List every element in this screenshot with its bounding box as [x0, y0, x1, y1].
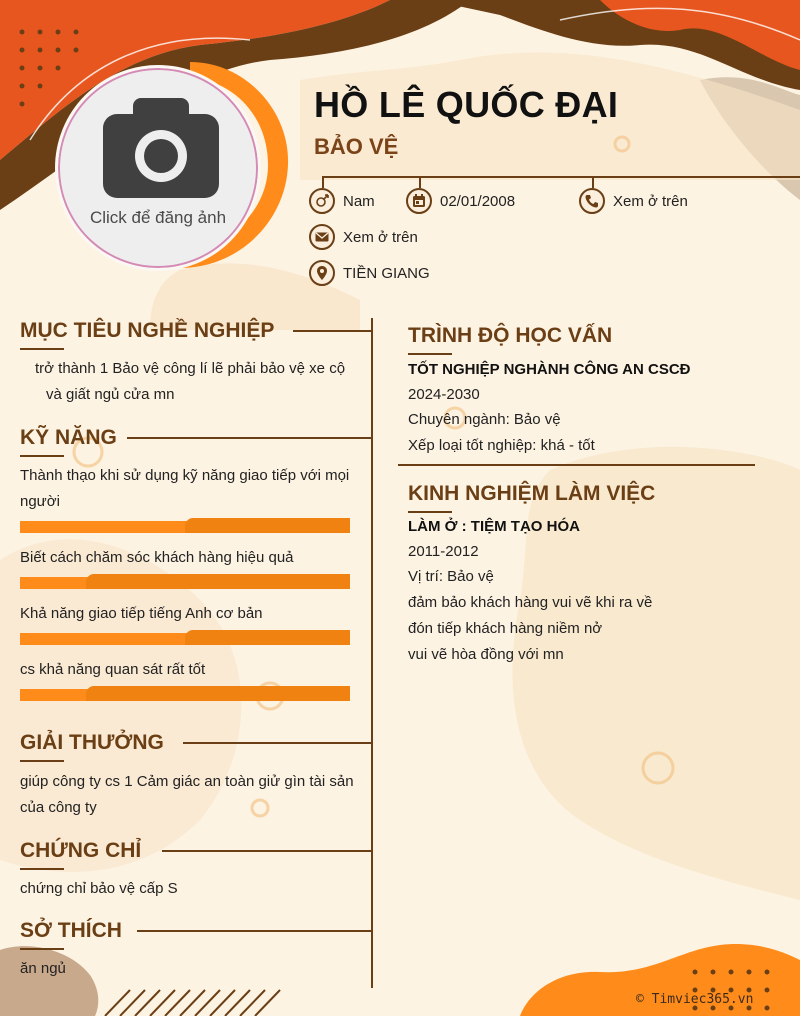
column-divider	[371, 318, 373, 988]
education-period: 2024-2030	[408, 386, 480, 403]
email-value: Xem ở trên	[343, 228, 418, 246]
candidate-name: HỒ LÊ QUỐC ĐẠI	[314, 84, 619, 125]
location-pin-icon	[309, 260, 335, 286]
section-divider	[398, 464, 755, 466]
skills-title: KỸ NĂNG	[20, 426, 117, 449]
skill-level-fill	[86, 686, 350, 701]
skill-name: Thành thạo khi sử dụng kỹ năng giao tiếp với mọi	[20, 467, 350, 484]
phone-icon	[579, 188, 605, 214]
phone-value: Xem ở trên	[613, 192, 688, 210]
experience-description: đón tiếp khách hàng niềm nở	[408, 620, 603, 637]
experience-description: vui vẽ hòa đồng với mn	[408, 646, 564, 663]
skill-level-bar	[20, 521, 350, 533]
section-rule	[137, 930, 373, 932]
upload-photo-label: Click để đăng ảnh	[89, 208, 227, 227]
skill-level-bar	[20, 577, 350, 589]
education-school: TỐT NGHIỆP NGHÀNH CÔNG AN CSCĐ	[408, 361, 691, 378]
info-address	[309, 258, 430, 288]
section-underline	[20, 868, 64, 870]
header-divider	[322, 176, 800, 178]
skill-name: Khả năng giao tiếp tiếng Anh cơ bản	[20, 605, 263, 622]
gender-value: Nam	[343, 192, 375, 210]
objective-line: và giất ngủ cửa mn	[46, 386, 175, 403]
skill-level-fill	[185, 630, 350, 645]
objective-line: trở thành 1 Bảo vệ công lí lẽ phải bảo vệ xe cộ	[35, 360, 346, 377]
section-underline	[20, 948, 64, 950]
awards-line: giúp công ty cs 1 Cảm giác an toàn giử gìn tài sản	[20, 773, 354, 790]
section-underline	[20, 760, 64, 762]
section-rule	[127, 437, 373, 439]
hobbies-title: SỞ THÍCH	[20, 919, 122, 942]
experience-position: Vị trí: Bảo vệ	[408, 568, 494, 585]
info-gender	[309, 186, 375, 216]
section-underline	[20, 348, 64, 350]
section-underline	[408, 353, 452, 355]
experience-period: 2011-2012	[408, 543, 479, 560]
certificates-title: CHỨNG CHỈ	[20, 839, 142, 862]
info-email	[309, 222, 418, 252]
skill-level-fill	[185, 518, 350, 533]
skill-name: Biết cách chăm sóc khách hàng hiệu quả	[20, 549, 294, 566]
profile-photo-upload[interactable]	[55, 65, 261, 271]
experience-description: đảm bảo khách hàng vui vẽ khi ra về	[408, 594, 653, 611]
calendar-icon	[406, 188, 432, 214]
education-title: TRÌNH ĐỘ HỌC VẤN	[408, 324, 613, 347]
education-major: Chuyên ngành: Bảo vệ	[408, 411, 561, 428]
birthdate-value: 02/01/2008	[440, 192, 516, 210]
job-title: BẢO VỆ	[314, 134, 399, 159]
info-phone	[579, 186, 688, 216]
info-birthdate	[406, 186, 515, 216]
skill-level-bar	[20, 633, 350, 645]
skill-name: cs khả năng quan sát rất tốt	[20, 661, 206, 678]
copyright-text: © Timviec365.vn	[636, 992, 754, 1007]
section-underline	[408, 511, 452, 513]
camera-icon	[103, 98, 219, 198]
hobbies-text: ăn ngủ	[20, 960, 66, 977]
education-grade: Xếp loại tốt nghiệp: khá - tốt	[408, 437, 595, 454]
awards-line: của công ty	[20, 799, 97, 816]
section-underline	[20, 455, 64, 457]
gender-icon	[309, 188, 335, 214]
certificates-text: chứng chỉ bảo vệ cấp S	[20, 880, 178, 897]
experience-company: LÀM Ở : TIỆM TẠO HÓA	[408, 518, 580, 535]
skill-level-fill	[86, 574, 350, 589]
section-rule	[162, 850, 373, 852]
skill-name: người	[20, 493, 60, 510]
awards-title: GIẢI THƯỞNG	[20, 731, 164, 754]
section-rule	[293, 330, 373, 332]
experience-title: KINH NGHIỆM LÀM VIỆC	[408, 482, 656, 505]
email-icon	[309, 224, 335, 250]
address-value: TIỀN GIANG	[343, 264, 430, 282]
section-rule	[183, 742, 373, 744]
objective-title: MỤC TIÊU NGHỀ NGHIỆP	[20, 319, 275, 342]
skill-level-bar	[20, 689, 350, 701]
